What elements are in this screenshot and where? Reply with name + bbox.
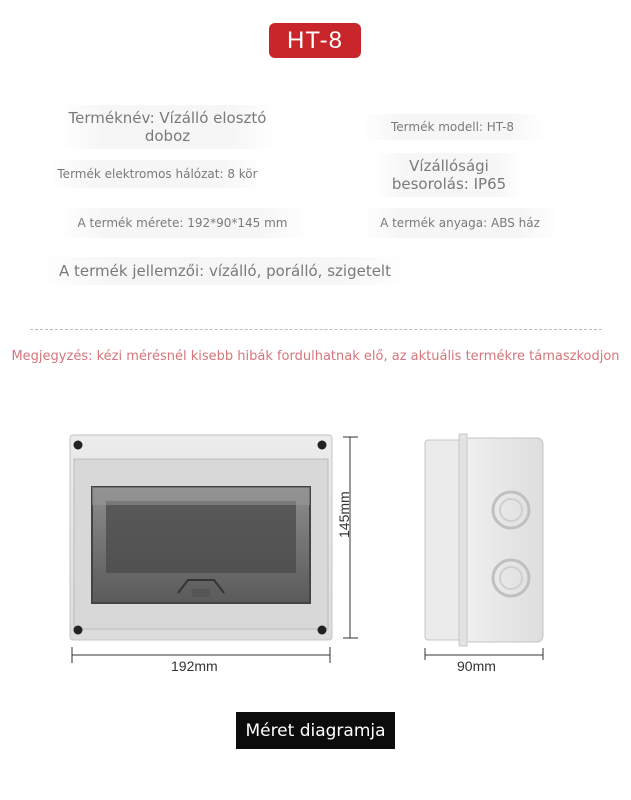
model-badge: HT-8 (269, 23, 361, 58)
spec-features: A termék jellemzői: vízálló, porálló, szigetelt (40, 257, 410, 285)
measurement-note: Megjegyzés: kézi mérésnél kisebb hibák fordulhatnak elő, az aktuális termékre támaszkodjon (11, 349, 620, 364)
spec-product-name: Terméknév: Vízálló elosztó doboz (60, 105, 275, 149)
spec-size: A termék mérete: 192*90*145 mm (55, 208, 310, 238)
spec-ip-rating: Vízállósági besorolás: IP65 (375, 153, 523, 197)
front-view-drawing (60, 425, 360, 670)
side-view-drawing (415, 430, 555, 660)
dashed-divider (30, 329, 602, 330)
size-diagram-caption: Méret diagramja (236, 712, 395, 749)
height-label: 145mm (336, 491, 352, 538)
spec-material: A termék anyaga: ABS ház (360, 208, 560, 238)
spec-product-model: Termék modell: HT-8 (360, 114, 545, 140)
width-label: 192mm (171, 658, 218, 674)
depth-label: 90mm (457, 658, 496, 674)
spec-circuits: Termék elektromos hálózat: 8 kör (50, 160, 265, 188)
